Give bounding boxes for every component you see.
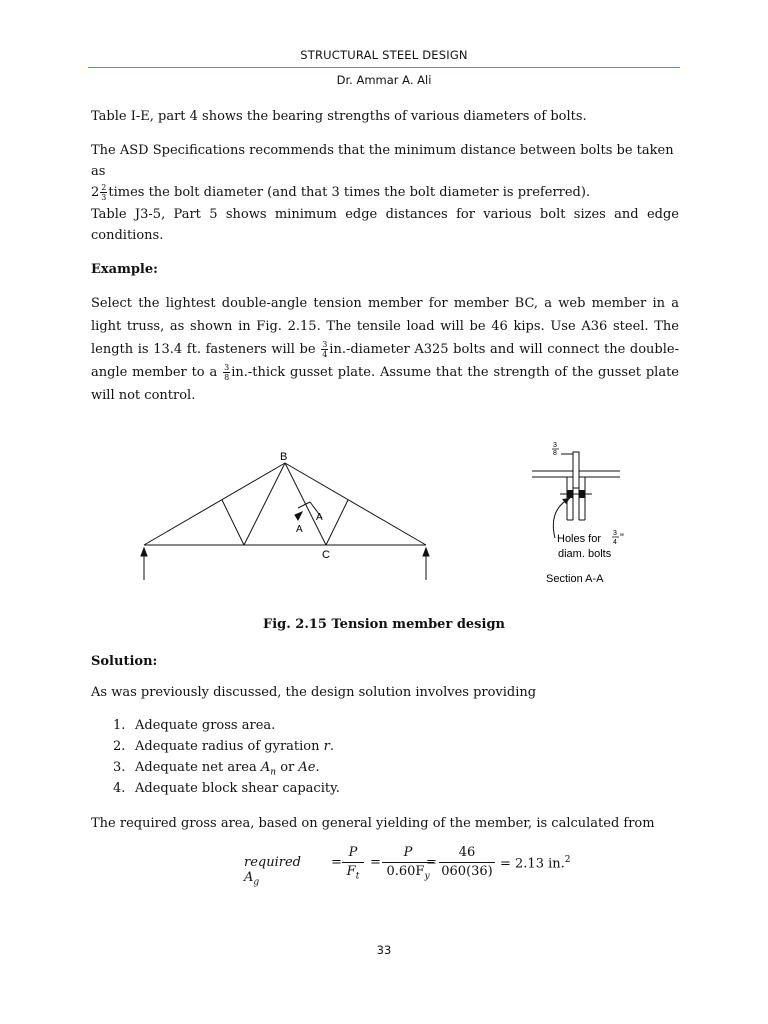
mixed-number-whole: 2 — [91, 185, 100, 200]
list-number: 4. — [113, 781, 126, 796]
support-arrow-right-head — [423, 548, 429, 556]
truss-figure — [130, 438, 650, 593]
list-item-symbol-2: Ae — [298, 760, 316, 775]
list-item-symbol: r — [323, 739, 330, 754]
section-a-a-label: Section A-A — [546, 573, 604, 585]
truss-web-3 — [326, 500, 348, 545]
gusset-plate — [573, 452, 579, 488]
fraction-numerator: 3 — [322, 340, 328, 349]
solution-intro: As was previously discussed, the design solution involves providing — [91, 685, 537, 700]
equation-result — [500, 855, 571, 871]
fraction-1-den-symbol: F — [346, 864, 356, 879]
equals-sign-1: = — [331, 855, 342, 870]
holes-for-text: Holes for — [557, 533, 602, 545]
list-number: 2. — [113, 739, 126, 754]
holes-inch-mark: " — [620, 532, 624, 544]
plate-frac-num: 3 — [553, 442, 557, 449]
equals-sign-3: = — [426, 855, 437, 870]
truss-diagram — [130, 438, 650, 593]
label-a-lower: A — [296, 524, 303, 535]
fraction-3-denominator: 060(36) — [441, 864, 493, 879]
min-distance-line2: times the bolt diameter (and that 3 times the bolt diameter is preferred). — [108, 185, 591, 200]
equation-lhs-sub: g — [253, 877, 260, 888]
list-number: 3. — [113, 760, 126, 775]
label-c: C — [322, 549, 330, 561]
fraction-three-eighths — [223, 363, 230, 382]
bolt-right — [579, 490, 585, 498]
list-item-subscript: n — [270, 767, 277, 778]
bolt-left — [567, 490, 573, 498]
fraction-1-denominator — [342, 863, 364, 886]
fraction-numerator: 2 — [101, 183, 107, 192]
label-b: B — [280, 451, 288, 463]
equation-fraction-3 — [439, 845, 495, 881]
example-text-start: Select the lightest double-angle tension member for member BC, a web member in a light truss, as shown in Fig. 2.15. The tensile load will be 46 kips. Use A36 steel. The length is 13.4 ft. fasteners will be — [91, 296, 679, 357]
list-item-end: . — [329, 739, 334, 754]
fraction-2-numerator: P — [382, 845, 434, 863]
list-item — [113, 736, 340, 757]
truss-top-chord-left — [144, 463, 285, 545]
example-text-end: in.-thick gusset plate. Assume that the strength of the gusset plate will not control. — [91, 365, 679, 403]
fraction-3-numerator: 46 — [439, 845, 495, 863]
section-arrow-head — [295, 512, 302, 520]
fraction-denominator: 4 — [322, 350, 328, 359]
example-text-middle: in.-diameter A325 bolts and will connect the double-angle member to a — [91, 342, 679, 380]
list-item — [113, 715, 340, 736]
paragraph-min-distance — [91, 140, 679, 203]
fraction-numerator: 3 — [224, 363, 230, 372]
fraction-three-quarter — [321, 340, 328, 359]
page-number: 33 — [376, 943, 392, 957]
example-heading: Example: — [91, 262, 158, 277]
requirements-list — [113, 715, 340, 799]
equation-result-sup: 2 — [564, 855, 571, 865]
paragraph-example — [91, 292, 679, 407]
min-distance-line1: The ASD Specifications recommends that the minimum distance between bolts be taken as — [91, 143, 674, 179]
list-item-end: . — [315, 760, 320, 775]
running-header-author: Dr. Ammar A. Ali — [336, 73, 432, 87]
support-arrow-left-head — [141, 548, 147, 556]
running-header-title: STRUCTURAL STEEL DESIGN — [300, 48, 468, 62]
truss-web-1 — [222, 500, 244, 545]
list-item-text: Adequate block shear capacity. — [135, 781, 340, 796]
fraction-denominator: 8 — [224, 373, 230, 382]
list-number: 1. — [113, 718, 126, 733]
list-item-text: Adequate gross area. — [135, 718, 276, 733]
solution-heading: Solution: — [91, 654, 158, 669]
list-item — [113, 778, 340, 799]
label-a-upper: A — [316, 512, 323, 523]
section-cut-line — [298, 502, 310, 508]
fraction-2-den-text: 0.60F — [386, 864, 425, 879]
list-item-text: Adequate net area — [135, 760, 261, 775]
fraction-1-numerator: P — [342, 845, 364, 863]
fraction-denominator: 3 — [101, 193, 107, 202]
equation-lhs-text: required A — [244, 855, 301, 885]
list-item-mid: or — [276, 760, 299, 775]
equation-result-text: = 2.13 in. — [500, 856, 565, 872]
list-item-symbol: A — [260, 760, 271, 775]
holes-frac-den: 4 — [613, 539, 617, 546]
list-item — [113, 757, 340, 778]
equals-sign-2: = — [370, 855, 381, 870]
gross-area-paragraph: The required gross area, based on general yielding of the member, is calculated from — [91, 816, 655, 831]
mixed-number-fraction — [100, 183, 107, 202]
list-item-text: Adequate radius of gyration — [135, 739, 324, 754]
paragraph-bearing-strengths: Table I-E, part 4 shows the bearing strengths of various diameters of bolts. — [91, 109, 587, 124]
header-rule — [88, 67, 680, 68]
paragraph-edge-distances: Table J3-5, Part 5 shows minimum edge distances for various bolt sizes and edge conditions. — [91, 207, 679, 243]
equation-lhs — [244, 855, 301, 888]
fraction-2-den-sub: y — [424, 871, 430, 882]
fraction-1-den-sub: t — [355, 871, 360, 882]
plate-frac-den: 8 — [553, 450, 557, 457]
holes-frac-num: 3 — [613, 530, 617, 537]
figure-caption: Fig. 2.15 Tension member design — [263, 617, 505, 632]
diam-bolts-text: diam. bolts — [558, 548, 612, 560]
equation-fraction-1 — [342, 845, 364, 886]
